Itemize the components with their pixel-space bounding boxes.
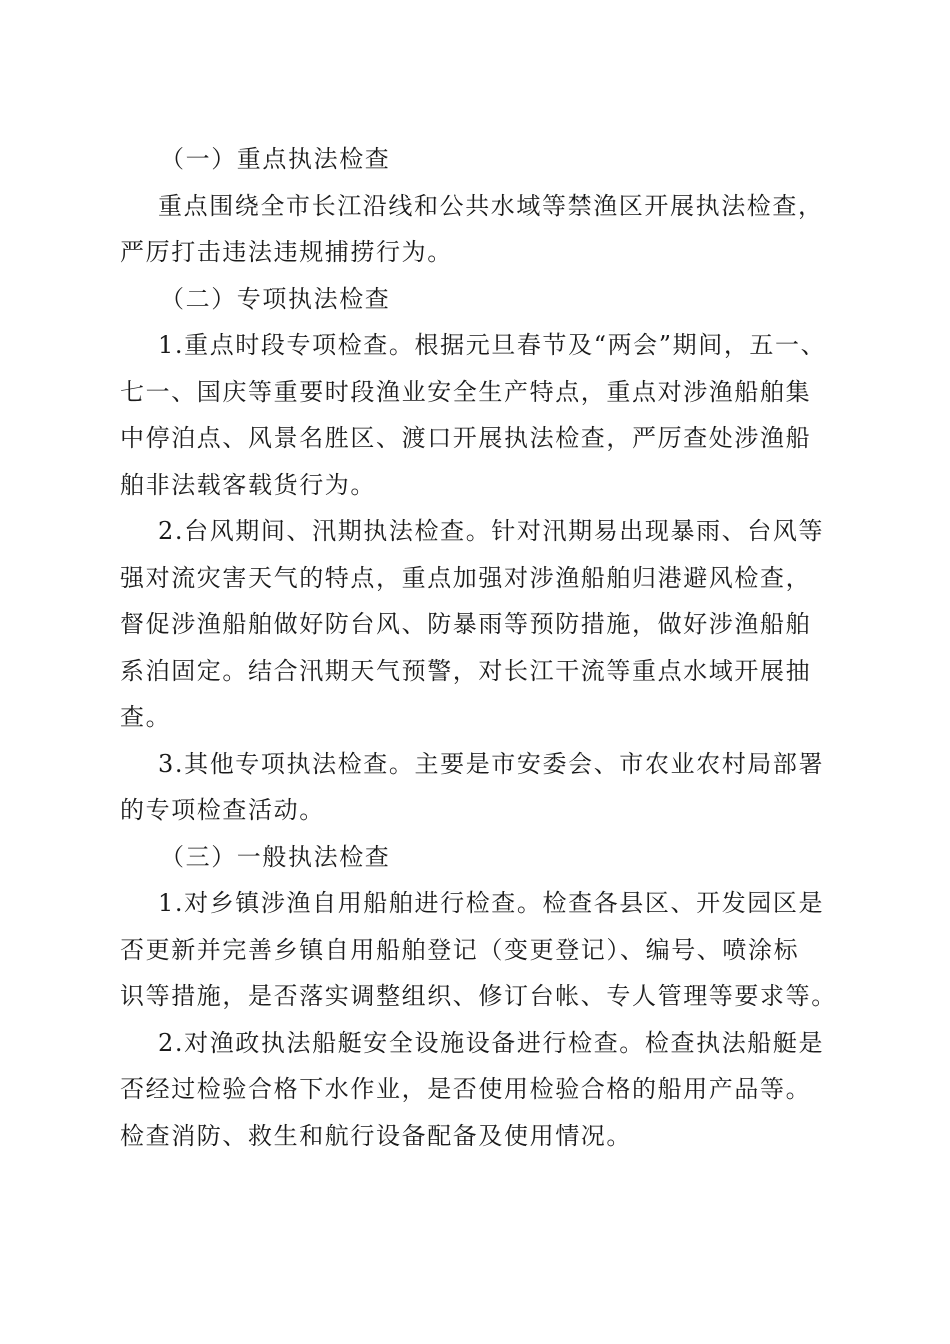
- paragraph-line: 2.台风期间、汛期执法检查。针对汛期易出现暴雨、台风等: [158, 517, 825, 545]
- paragraph-line: 3.其他专项执法检查。主要是市安委会、市农业农村局部署: [158, 749, 825, 778]
- paragraph-line: 系泊固定。结合汛期天气预警，对长江干流等重点水域开展抽: [120, 656, 812, 685]
- paragraph-line: 督促涉渔船舶做好防台风、防暴雨等预防措施，做好涉渔船舶: [120, 610, 812, 638]
- paragraph-line: 检查消防、救生和航行设备配备及使用情况。: [120, 1121, 632, 1150]
- section-heading-2: （二）专项执法检查: [160, 284, 391, 313]
- paragraph-line: 强对流灾害天气的特点，重点加强对涉渔船舶归港避风检查，: [120, 563, 812, 592]
- paragraph-line: 识等措施，是否落实调整组织、修订台帐、专人管理等要求等。: [120, 982, 837, 1010]
- paragraph-line: 中停泊点、风景名胜区、渡口开展执法检查，严厉查处涉渔船: [120, 424, 812, 452]
- paragraph-line: 的专项检查活动。: [120, 796, 325, 824]
- paragraph-3-1: [120, 880, 837, 1020]
- paragraph-line: 查。: [120, 703, 172, 731]
- paragraph-3-2: [120, 1020, 832, 1160]
- paragraph-line: 否经过检验合格下水作业，是否使用检验合格的船用产品等。: [120, 1075, 812, 1103]
- paragraph-line: 七一、国庆等重要时段渔业安全生产特点，重点对涉渔船舶集: [120, 377, 812, 406]
- paragraph-line: 舶非法载客载货行为。: [120, 470, 376, 499]
- section-heading-3: （三）一般执法检查: [160, 842, 391, 871]
- section-heading-1: （一）重点执法检查: [160, 145, 391, 173]
- paragraph-2-1: [120, 322, 832, 508]
- paragraph-line: 否更新并完善乡镇自用船舶登记（变更登记）、编号、喷涂标: [120, 935, 800, 964]
- paragraph-line: 重点围绕全市长江沿线和公共水域等禁渔区开展执法检查，: [158, 191, 824, 220]
- paragraph-line: 1.对乡镇涉渔自用船舶进行检查。检查各县区、开发园区是: [158, 889, 825, 917]
- paragraph-line: 严厉打击违法违规捕捞行为。: [120, 238, 453, 266]
- paragraph-1-1: [120, 183, 832, 276]
- paragraph-2-3: [120, 741, 832, 834]
- paragraph-line: 1.重点时段专项检查。根据元旦春节及“两会”期间，五一、: [158, 331, 827, 359]
- paragraph-line: 2.对渔政执法船艇安全设施设备进行检查。检查执法船艇是: [158, 1028, 825, 1057]
- paragraph-2-2: [120, 508, 832, 741]
- document-body: [120, 136, 837, 1159]
